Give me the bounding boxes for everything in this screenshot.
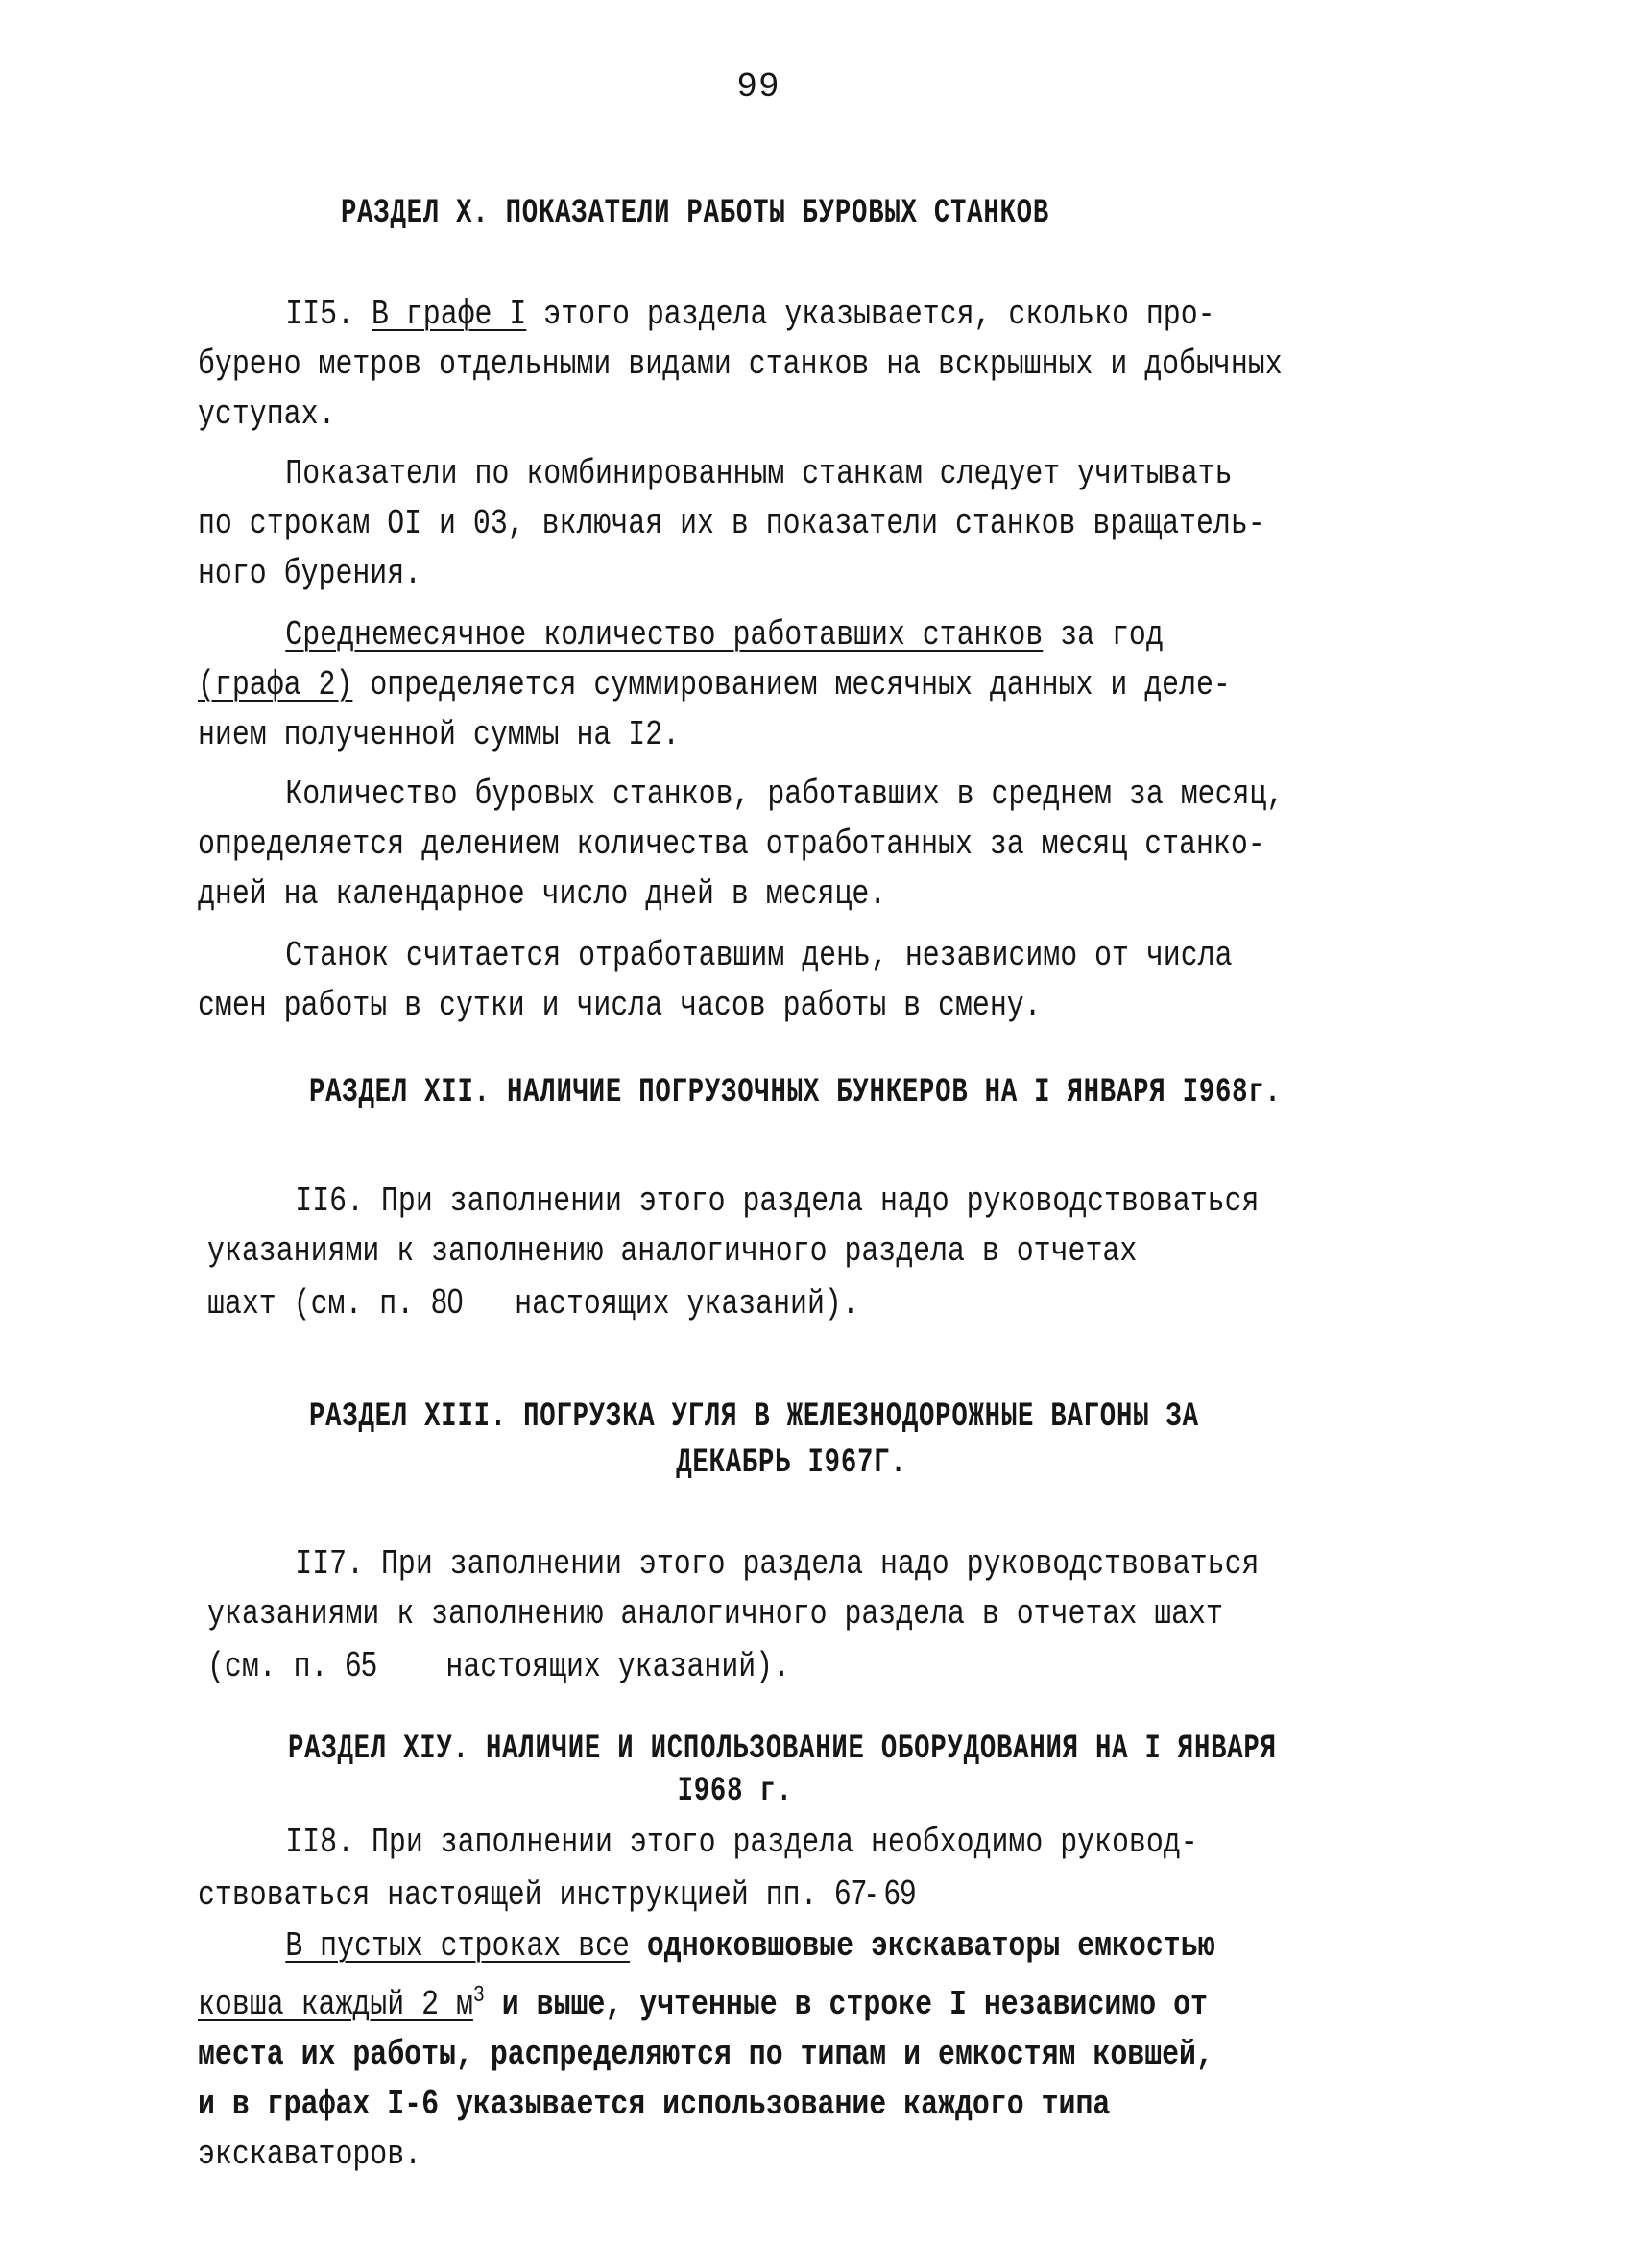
paragraph-empty-underlined: В пустых строках все bbox=[285, 1926, 630, 1966]
paragraph-average-machines bbox=[198, 610, 1231, 760]
paragraph-combined-line1: Показатели по комбинированным станкам следует учитывать bbox=[285, 454, 1233, 493]
page-number: 99 bbox=[736, 67, 780, 107]
paragraph-118-reference: 67- 69 bbox=[834, 1873, 917, 1912]
paragraph-empty-rows bbox=[198, 1922, 1215, 2180]
paragraph-117-line2: указаниями к заполнению аналогичного раздела в отчетах шахт bbox=[207, 1594, 1223, 1634]
paragraph-empty-line2-end: и выше, учтенные в строке I независимо от bbox=[501, 1985, 1208, 2024]
paragraph-115-line1: этого раздела указывается, сколько про- bbox=[543, 295, 1215, 334]
section-x-heading: РАЗДЕЛ Х. ПОКАЗАТЕЛИ РАБОТЫ БУРОВЫХ СТАНКОВ bbox=[341, 194, 1050, 232]
paragraph-115-line2: бурено метров отдельными видами станков на вскрышных и добычных bbox=[198, 345, 1283, 384]
paragraph-empty-line3: места их работы, распределяются по типам и емкостям ковшей, bbox=[198, 2035, 1213, 2074]
paragraph-115 bbox=[198, 290, 1283, 440]
paragraph-115-underlined: В графе I bbox=[371, 295, 527, 334]
section-xiii-heading-line1: РАЗДЕЛ ХIII. ПОГРУЗКА УГЛЯ В ЖЕЛЕЗНОДОРОЖНЫЕ ВАГОНЫ ЗА bbox=[309, 1397, 1199, 1436]
paragraph-116-reference: 80 bbox=[431, 1281, 464, 1321]
paragraph-117-line3-start: (см. п. bbox=[207, 1647, 328, 1686]
paragraph-combined-line2: по строкам OI и 03, включая их в показатели станков вращатель- bbox=[198, 504, 1265, 543]
section-xiii-heading-line2: ДЕКАБРЬ I967Г. bbox=[676, 1444, 907, 1482]
paragraph-average-column-ref: (графа 2) bbox=[198, 665, 353, 704]
paragraph-average-line1: за год bbox=[1060, 615, 1164, 655]
section-xiv-heading-line1: РАЗДЕЛ ХIУ. НАЛИЧИЕ И ИСПОЛЬЗОВАНИЕ ОБОРУДОВАНИЯ НА I ЯНВАРЯ bbox=[288, 1730, 1277, 1768]
section-xiii-heading bbox=[309, 1397, 1199, 1482]
paragraph-empty-line1: одноковшовые экскаваторы емкостью bbox=[646, 1926, 1215, 1966]
paragraph-average-line3: нием полученной суммы на I2. bbox=[198, 715, 681, 754]
paragraph-count-line1: Количество буровых станков, работавших в среднем за месяц, bbox=[285, 775, 1285, 814]
paragraph-machine-line1: Станок считается отработавшим день, независимо от числа bbox=[285, 936, 1233, 975]
paragraph-count-line3: дней на календарное число дней в месяце. bbox=[198, 874, 887, 914]
paragraph-machine-day bbox=[198, 931, 1233, 1031]
paragraph-machine-count bbox=[198, 770, 1284, 919]
paragraph-count-line2: определяется делением количества отработанных за месяц станко- bbox=[198, 824, 1265, 864]
paragraph-combined-machines bbox=[198, 449, 1265, 599]
paragraph-118-line2: ствоваться настоящей инструкцией пп. bbox=[198, 1875, 818, 1915]
paragraph-115-number: II5. bbox=[285, 295, 355, 334]
paragraph-116-line3-start: шахт (см. п. bbox=[207, 1284, 415, 1324]
paragraph-118 bbox=[198, 1818, 1198, 1921]
paragraph-empty-line4: и в графах I-6 указывается использование каждого типа bbox=[198, 2085, 1111, 2124]
paragraph-117-line1: II7. При заполнении этого раздела надо руководствоваться bbox=[295, 1544, 1260, 1584]
paragraph-116-line2: указаниями к заполнению аналогичного раздела в отчетах bbox=[207, 1231, 1138, 1271]
section-xii-heading: РАЗДЕЛ ХII. НАЛИЧИЕ ПОГРУЗОЧНЫХ БУНКЕРОВ НА I ЯНВАРЯ I968г. bbox=[309, 1073, 1282, 1111]
paragraph-116 bbox=[207, 1177, 1259, 1329]
paragraph-116-line1: II6. При заполнении этого раздела надо руководствоваться bbox=[295, 1182, 1260, 1221]
paragraph-117 bbox=[207, 1540, 1259, 1692]
paragraph-117-reference: 65 bbox=[345, 1644, 377, 1683]
paragraph-combined-line3: ного бурения. bbox=[198, 554, 422, 593]
paragraph-empty-line2-start: ковша каждый 2 м bbox=[198, 1985, 473, 2024]
paragraph-118-line1: II8. При заполнении этого раздела необходимо руковод- bbox=[285, 1823, 1198, 1862]
section-xiv-heading bbox=[288, 1730, 1277, 1810]
cubic-superscript: 3 bbox=[472, 1983, 485, 2009]
paragraph-average-underlined: Среднемесячное количество работавших станков bbox=[285, 615, 1044, 655]
paragraph-116-line3-end: настоящих указаний). bbox=[515, 1284, 859, 1324]
paragraph-machine-line2: смен работы в сутки и числа часов работы в смену. bbox=[198, 986, 1042, 1025]
paragraph-average-line2: определяется суммированием месячных данных и деле- bbox=[370, 665, 1231, 704]
paragraph-empty-line5: экскаваторов. bbox=[198, 2135, 422, 2174]
paragraph-115-line3: уступах. bbox=[198, 394, 336, 434]
section-xiv-heading-line2: I968 г. bbox=[677, 1772, 793, 1810]
paragraph-117-line3-end: настоящих указаний). bbox=[445, 1647, 791, 1686]
